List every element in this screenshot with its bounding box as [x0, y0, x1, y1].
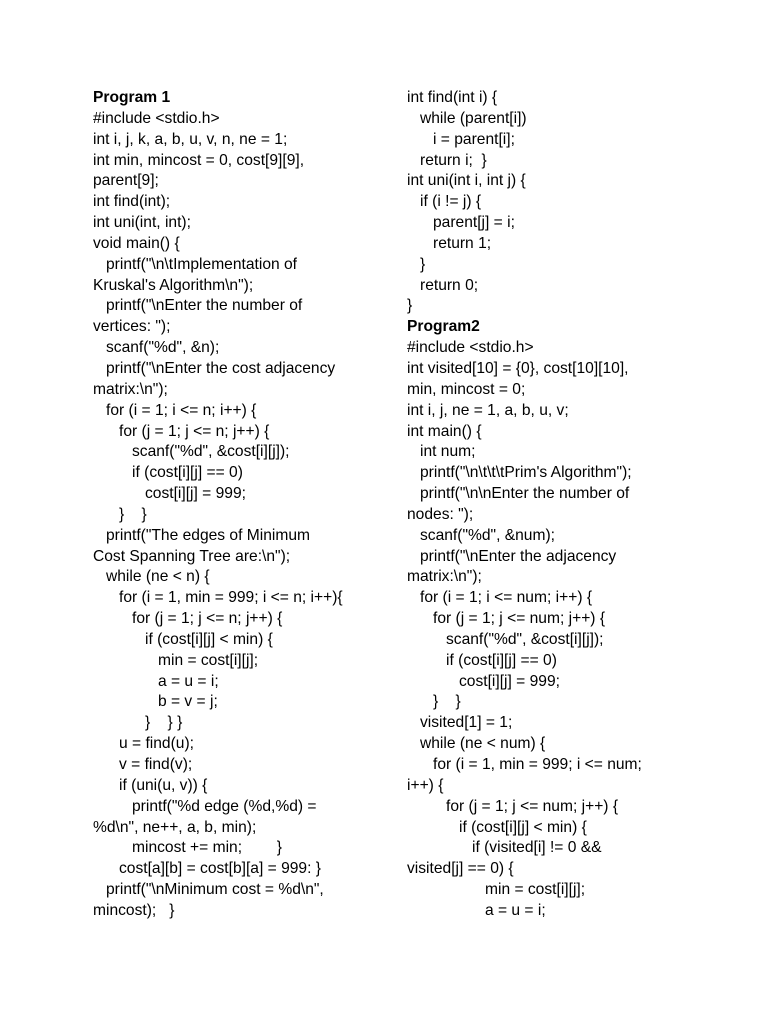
- code-line: Cost Spanning Tree are:\n");: [93, 547, 291, 565]
- code-line: i = parent[i];: [407, 130, 515, 148]
- code-line: #include <stdio.h>: [407, 339, 534, 357]
- code-line: int min, mincost = 0, cost[9][9],: [93, 151, 305, 169]
- code-line: void main() {: [93, 234, 180, 252]
- code-line: if (uni(u, v)) {: [93, 776, 208, 794]
- code-line: min = cost[i][j];: [93, 651, 259, 669]
- left-code-column: [93, 88, 393, 922]
- code-line: b = v = j;: [93, 693, 218, 711]
- code-line: printf("\n\t\t\tPrim's Algorithm");: [407, 464, 632, 482]
- code-line: return 1;: [407, 234, 492, 252]
- code-line: for (i = 1, min = 999; i <= num;: [407, 756, 642, 773]
- code-line: u = find(u);: [93, 735, 194, 753]
- code-line: printf("\n\nEnter the number of: [407, 485, 630, 503]
- code-line: int uni(int i, int j) {: [407, 172, 526, 190]
- code-line: scanf("%d", &num);: [407, 526, 555, 544]
- code-line: if (cost[i][j] < min) {: [407, 818, 587, 836]
- program-heading: Program 1: [93, 89, 171, 106]
- code-line: for (j = 1; j <= n; j++) {: [93, 422, 270, 440]
- code-line: int i, j, k, a, b, u, v, n, ne = 1;: [93, 130, 288, 148]
- code-line: int uni(int, int);: [93, 214, 191, 232]
- code-line: } }: [407, 693, 461, 711]
- code-line: scanf("%d", &cost[i][j]);: [93, 443, 290, 461]
- code-line: mincost += min; }: [93, 839, 282, 857]
- code-line: printf("\nEnter the cost adjacency: [93, 359, 336, 377]
- code-line: i++) {: [407, 776, 444, 794]
- code-line: while (ne < num) {: [407, 735, 546, 753]
- code-line: int find(int i) {: [407, 89, 498, 106]
- code-line: cost[i][j] = 999;: [93, 485, 246, 503]
- code-line: printf("\nEnter the number of: [93, 297, 303, 315]
- code-line: int find(int);: [93, 193, 171, 211]
- code-line: min, mincost = 0;: [407, 380, 526, 398]
- code-line: matrix:\n");: [93, 380, 168, 398]
- code-line: int visited[10] = {0}, cost[10][10],: [407, 359, 629, 377]
- code-line: if (cost[i][j] < min) {: [93, 630, 273, 648]
- code-line: } } }: [93, 714, 183, 732]
- code-line: a = u = i;: [93, 672, 219, 690]
- code-line: parent[j] = i;: [407, 214, 515, 232]
- code-line: parent[9];: [93, 172, 159, 190]
- code-line: printf("\n\tImplementation of: [93, 255, 298, 273]
- code-line: for (j = 1; j <= n; j++) {: [93, 610, 283, 628]
- code-line: for (i = 1, min = 999; i <= n; i++){: [93, 589, 343, 607]
- code-line: return 0;: [407, 276, 479, 294]
- code-line: visited[j] == 0) {: [407, 860, 514, 878]
- code-line: scanf("%d", &cost[i][j]);: [407, 630, 604, 648]
- code-line: #include <stdio.h>: [93, 109, 220, 127]
- code-line: mincost); }: [93, 901, 175, 919]
- code-line: while (parent[i]): [407, 109, 527, 127]
- code-line: int main() {: [407, 422, 482, 440]
- code-line: cost[a][b] = cost[b][a] = 999: }: [93, 860, 321, 878]
- code-line: v = find(v);: [93, 756, 193, 773]
- code-line: for (j = 1; j <= num; j++) {: [407, 797, 619, 815]
- code-line: if (cost[i][j] == 0): [407, 651, 557, 669]
- code-line: }: [407, 255, 426, 273]
- code-line: int num;: [407, 443, 476, 461]
- code-line: vertices: ");: [93, 318, 171, 336]
- code-line: } }: [93, 505, 147, 523]
- code-line: visited[1] = 1;: [407, 714, 513, 732]
- code-line: if (cost[i][j] == 0): [93, 464, 243, 482]
- code-line: int i, j, ne = 1, a, b, u, v;: [407, 401, 569, 419]
- code-line: scanf("%d", &n);: [93, 339, 220, 357]
- code-line: return i; }: [407, 151, 487, 169]
- code-line: for (i = 1; i <= n; i++) {: [93, 401, 257, 419]
- code-line: printf("\nMinimum cost = %d\n",: [93, 881, 324, 899]
- code-line: while (ne < n) {: [93, 568, 210, 586]
- code-line: printf("%d edge (%d,%d) =: [93, 797, 317, 815]
- program-heading: Program2: [407, 318, 480, 336]
- code-line: matrix:\n");: [407, 568, 482, 586]
- code-line: for (i = 1; i <= num; i++) {: [407, 589, 593, 607]
- code-line: Kruskal's Algorithm\n");: [93, 276, 254, 294]
- code-line: }: [407, 297, 413, 315]
- code-line: min = cost[i][j];: [407, 881, 586, 899]
- code-line: cost[i][j] = 999;: [407, 672, 560, 690]
- code-line: %d\n", ne++, a, b, min);: [93, 818, 257, 836]
- code-line: printf("\nEnter the adjacency: [407, 547, 617, 565]
- code-line: a = u = i;: [407, 901, 546, 919]
- code-line: printf("The edges of Minimum: [93, 526, 310, 544]
- right-code-column: [407, 88, 707, 922]
- code-line: nodes: ");: [407, 505, 474, 523]
- code-line: for (j = 1; j <= num; j++) {: [407, 610, 606, 628]
- code-line: if (i != j) {: [407, 193, 482, 211]
- code-line: if (visited[i] != 0 &&: [407, 839, 602, 857]
